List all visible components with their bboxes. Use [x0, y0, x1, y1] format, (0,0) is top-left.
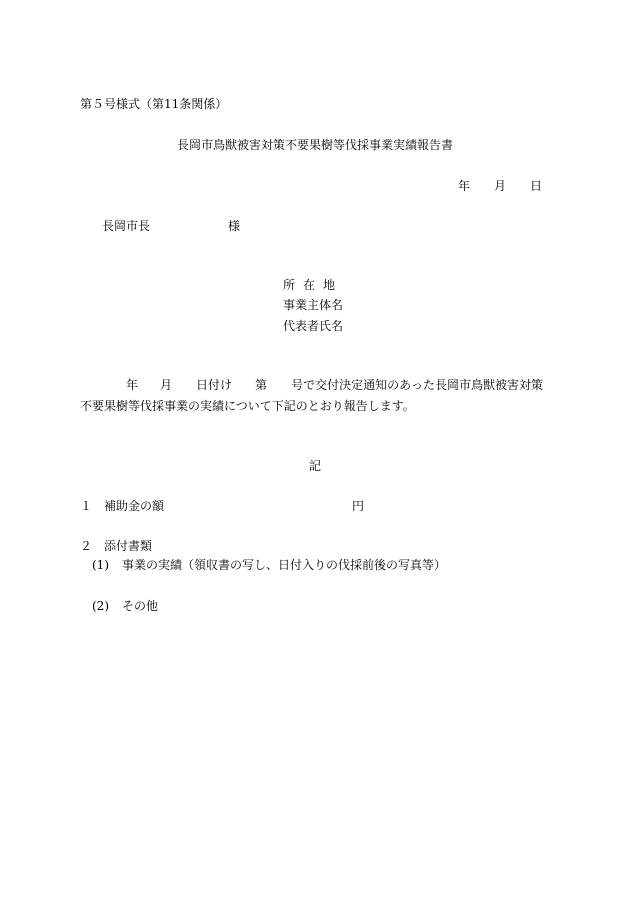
body-line1-rest: 号で交付決定通知のあった長岡市鳥獣被害対策: [291, 378, 543, 392]
applicant-representative-label: 代表者氏名: [283, 319, 344, 333]
body-year: 年: [126, 378, 139, 392]
item-number: ２: [80, 539, 93, 553]
body-line-1: [126, 379, 543, 391]
form-number: 第５号様式（第11条関係）: [80, 97, 228, 111]
addressee: [102, 220, 240, 232]
attachment-item: [92, 600, 158, 612]
date-line: [458, 180, 542, 192]
body-month: 月: [160, 378, 173, 392]
item-label: 補助金の額: [104, 499, 165, 513]
body-line-2: 不要果樹等伐採事業の実績について下記のとおり報告します。: [80, 399, 415, 413]
attachment-number: (2): [92, 599, 109, 613]
body-dated: 日付け: [196, 378, 233, 392]
item-attachments: [80, 540, 152, 552]
addressee-name: 長岡市長: [102, 219, 151, 233]
applicant-address-label: 所在地: [283, 278, 344, 292]
document-title: 長岡市鳥獣被害対策不要果樹等伐採事業実績報告書: [176, 138, 453, 152]
item-number: １: [80, 499, 93, 513]
item-unit: 円: [352, 499, 365, 513]
date-day-label: 日: [530, 179, 543, 193]
date-month-label: 月: [494, 179, 507, 193]
attachment-number: (1): [92, 558, 109, 572]
body-number-prefix: 第: [255, 378, 268, 392]
attachment-label: 事業の実績（領収書の写し、日付入りの伐採前後の写真等）: [122, 558, 447, 572]
date-year-label: 年: [458, 179, 471, 193]
addressee-honorific: 様: [228, 219, 241, 233]
item-label: 添付書類: [104, 539, 153, 553]
applicant-entity-label: 事業主体名: [283, 298, 344, 312]
ki-heading: 記: [308, 459, 321, 473]
attachment-label: その他: [122, 599, 159, 613]
attachment-item: [92, 559, 446, 571]
item-subsidy-amount: [80, 500, 364, 512]
